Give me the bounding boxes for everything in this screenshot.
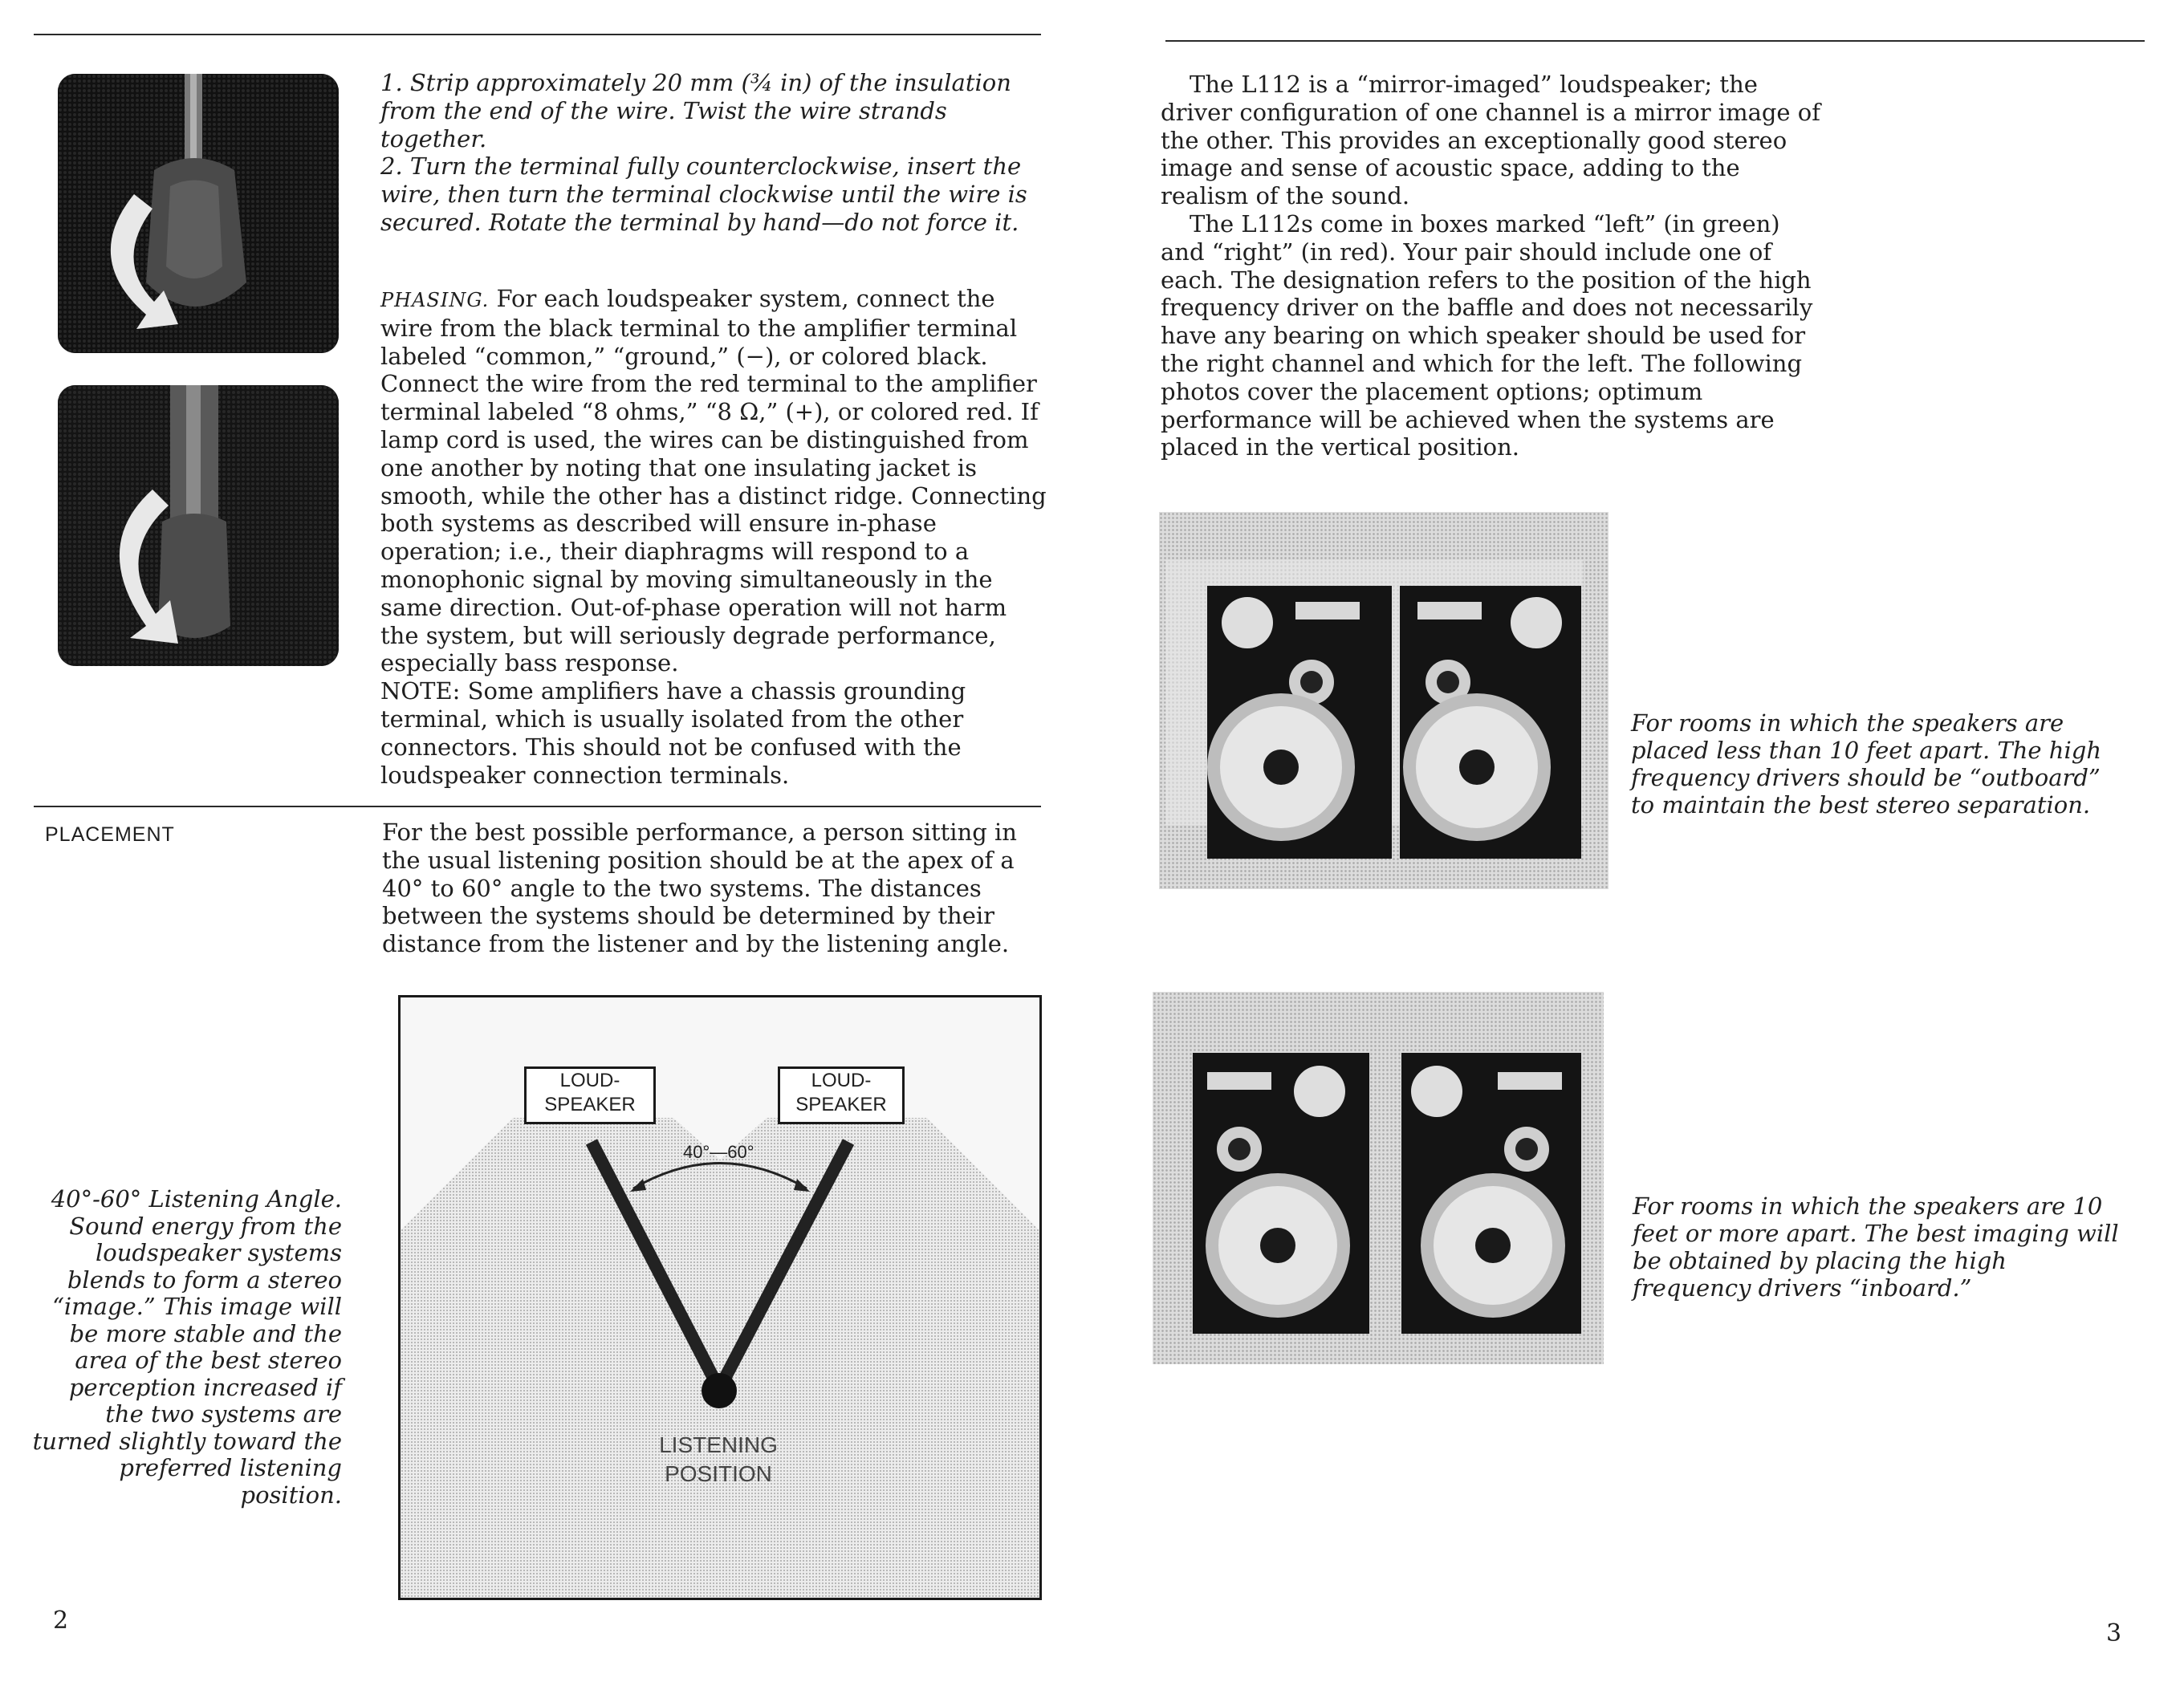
intro-paragraph-1: The L112 is a “mirror-imaged” loudspeaker; the driver configuration of one channel is a mirror image of the other. This provides an exceptionally good stereo image and sense of acoustic space, adding to the realism of the sound.	[1161, 71, 1820, 210]
phasing-label: PHASING.	[380, 289, 490, 311]
intro-paragraph-2: The L112s come in boxes marked “left” (in green) and “right” (in red). Your pair should include one of each. The designation refers to the position of the high frequency driver on the baffle and does not necessarily have any bearing on which speaker should be used for the right channel and which for the left. The following photos cover the placement options; optimum performance will be achieved when the systems are placed in the vertical position.	[1161, 209, 1813, 461]
listening-position-label: LISTENING POSITION	[659, 1432, 778, 1486]
speaker-pair-inboard	[1153, 992, 1604, 1364]
placement-heading: PLACEMENT	[45, 823, 175, 846]
listener-dot	[702, 1373, 737, 1408]
terminal-photo-counterclockwise	[58, 74, 339, 353]
phasing-text: For each loudspeaker system, connect the wire from the black terminal to the amplifier terminal labeled “common,” “ground,” (−), or colored black. Connect the wire from the red terminal to the amplifier terminal labeled “8 ohms,” “8 Ω,” (+), or colored red. If lamp cord is used, the wires can be distinguished from one another by noting that one insulating jacket is smooth, while the other has a distinct ridge. Connecting both systems as described will ensure in-phase operation; i.e., their diaphragms will respond to a monophonic signal by moving simultaneously in the same direction. Out-of-phase operation will not harm the system, but will seriously degrade performance, especially bass response.	[380, 285, 1047, 677]
top-rule-right	[1165, 40, 2145, 42]
loudspeaker-right-box: LOUD- SPEAKER	[778, 1066, 905, 1124]
instruction-step-1: 1. Strip approximately 20 mm (¾ in) of the insulation from the end of the wire. Twist the wire strands together.	[380, 69, 1011, 152]
caption-text: Sound energy from the loudspeaker systems blends to form a stereo “image.” This image will be more stable and the area of the best stereo perception increased if the two systems are turned slightly toward the preferred listening position.	[32, 1212, 342, 1509]
caption-outboard: For rooms in which the speakers are placed less than 10 feet apart. The high frequency drivers should be “outboard” to maintain the best stereo separation.	[1631, 709, 2101, 819]
page-number-right: 3	[2106, 1619, 2122, 1647]
wiring-instructions	[380, 69, 1047, 237]
phasing-note: NOTE: Some amplifiers have a chassis grounding terminal, which is usually isolated from the other connectors. This should not be confused with the loudspeaker connection terminals.	[380, 677, 966, 789]
terminal-photo-clockwise	[58, 385, 339, 666]
terminal-illustration	[58, 74, 339, 353]
angle-label: 40°—60°	[683, 1142, 754, 1162]
caption-inboard: For rooms in which the speakers are 10 feet or more apart. The best imaging will be obtained by placing the high frequency drivers “inboard.”	[1633, 1192, 2119, 1302]
speaker-photo-outboard	[1159, 512, 1609, 889]
instruction-step-2: 2. Turn the terminal fully counterclockwise, insert the wire, then turn the terminal clockwise until the wire is secured. Rotate the terminal by hand—do not force it.	[380, 152, 1027, 236]
terminal-illustration	[58, 385, 339, 666]
speaker-photo-inboard	[1153, 992, 1604, 1364]
listening-angle-diagram	[398, 995, 1042, 1600]
speaker-pair-outboard	[1159, 512, 1609, 889]
diagram-caption	[32, 1186, 342, 1509]
loudspeaker-left-box: LOUD- SPEAKER	[524, 1066, 656, 1124]
page-number-left: 2	[53, 1607, 69, 1635]
placement-rule	[34, 806, 1041, 807]
placement-text: For the best possible performance, a person sitting in the usual listening position should be at the apex of a 40° to 60° angle to the two systems. The distances between the systems should be determined by their distance from the listener and by the listening angle.	[382, 819, 1017, 958]
diagram-graphics	[401, 997, 1039, 1598]
top-rule-left	[34, 34, 1041, 35]
caption-title: 40°-60° Listening Angle.	[51, 1185, 342, 1213]
phasing-section	[380, 285, 1047, 789]
mirror-image-intro	[1161, 71, 1827, 461]
